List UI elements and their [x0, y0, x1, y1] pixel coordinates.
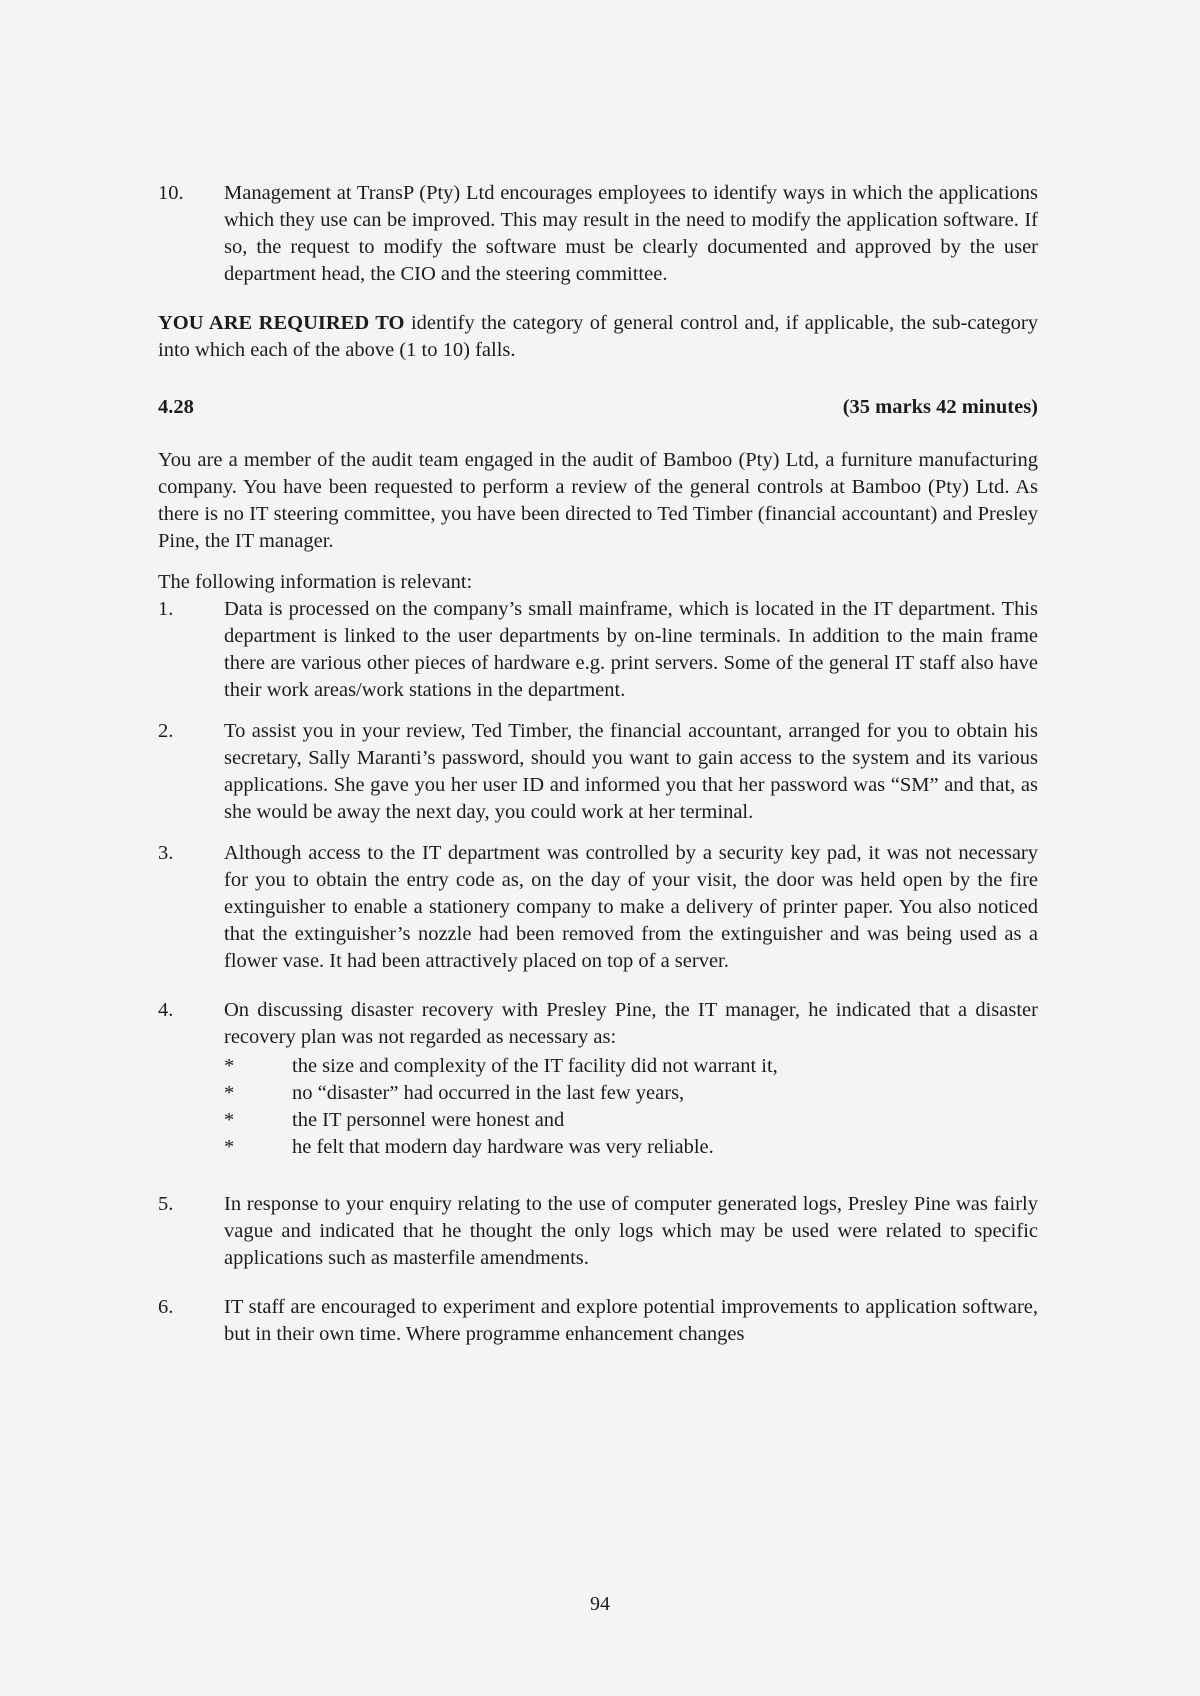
question-number: 4.28: [158, 396, 194, 418]
item-number: 5.: [158, 1193, 174, 1215]
list-item: [158, 997, 1038, 1161]
bullet-mark: *: [224, 1055, 235, 1077]
item-text: Data is processed on the company’s small mainframe, which is located in the IT department. This department is linked to the user departments by on-line terminals. In addition to the main frame there are various other pieces of hardware e.g. print servers. Some of the general IT staff also have their work areas/work stations in the department.: [224, 598, 1038, 701]
list-item: [158, 1294, 1038, 1348]
list-item: [158, 596, 1038, 704]
page-number: 94: [590, 1593, 610, 1615]
bullet-list: [224, 1053, 1038, 1161]
item-text: On discussing disaster recovery with Presley Pine, the IT manager, he indicated that a disaster recovery plan was not regarded as necessary as:: [224, 999, 1038, 1048]
bullet-item: [224, 1134, 1038, 1161]
item-text: In response to your enquiry relating to the use of computer generated logs, Presley Pine was fairly vague and indicated that he thought the only logs which may be used were related to specific applications such as masterfile amendments.: [224, 1193, 1038, 1269]
required-lead: YOU ARE REQUIRED TO: [158, 312, 405, 334]
bullet-item: [224, 1107, 1038, 1134]
required-text: identify the category of general control and, if applicable, the sub-category into which each of the above (1 to 10) falls.: [158, 312, 1038, 361]
bullet-item: [224, 1080, 1038, 1107]
item-text: IT staff are encouraged to experiment and explore potential improvements to application software, but in their own time. Where programme enhancement changes: [224, 1296, 1038, 1345]
bullet-text: he felt that modern day hardware was very reliable.: [292, 1136, 714, 1158]
numbered-item-10: [158, 180, 1038, 288]
question-heading: [158, 394, 1038, 421]
item-number: 1.: [158, 598, 174, 620]
bullet-item: [224, 1053, 1038, 1080]
required-instruction: [158, 310, 1038, 364]
lead-in-text: The following information is relevant:: [158, 571, 473, 593]
question-marks: (35 marks 42 minutes): [842, 396, 1038, 418]
item-text: Management at TransP (Pty) Ltd encourages employees to identify ways in which the applications which they use can be improved. This may result in the need to modify the application software. If so, the request to modify the software must be clearly documented and approved by the user department head, the CIO and the steering committee.: [224, 182, 1038, 285]
bullet-mark: *: [224, 1136, 235, 1158]
bullet-text: no “disaster” had occurred in the last few years,: [292, 1082, 685, 1104]
bullet-mark: *: [224, 1082, 235, 1104]
item-number: 2.: [158, 720, 174, 742]
item-number: 10.: [158, 182, 184, 204]
numbered-list: [158, 596, 1038, 1348]
item-number: 6.: [158, 1296, 174, 1318]
bullet-text: the IT personnel were honest and: [292, 1109, 565, 1131]
list-item: [158, 1191, 1038, 1272]
item-text: To assist you in your review, Ted Timber, the financial accountant, arranged for you to obtain his secretary, Sally Maranti’s password, should you want to gain access to the system and its various applications. She gave you her user ID and informed you that her password was “SM” and that, as she would be away the next day, you could work at her terminal.: [224, 720, 1038, 823]
page-content: [158, 180, 1038, 1348]
list-item: [158, 840, 1038, 975]
item-number: 4.: [158, 999, 174, 1021]
list-item: [158, 718, 1038, 826]
item-text: Although access to the IT department was controlled by a security key pad, it was not necessary for you to obtain the entry code as, on the day of your visit, the door was held open by the fire extinguisher to enable a stationery company to make a delivery of printer paper. You also noticed that the extinguisher’s nozzle had been removed from the extinguisher and was being used as a flower vase. It had been attractively placed on top of a server.: [224, 842, 1038, 972]
item-number: 3.: [158, 842, 174, 864]
bullet-mark: *: [224, 1109, 235, 1131]
bullet-text: the size and complexity of the IT facility did not warrant it,: [292, 1055, 778, 1077]
intro-paragraph: You are a member of the audit team engaged in the audit of Bamboo (Pty) Ltd, a furniture manufacturing company. You have been requested to perform a review of the general controls at Bamboo (Pty) Ltd. As there is no IT steering committee, you have been directed to Ted Timber (financial accountant) and Presley Pine, the IT manager.: [158, 449, 1038, 552]
